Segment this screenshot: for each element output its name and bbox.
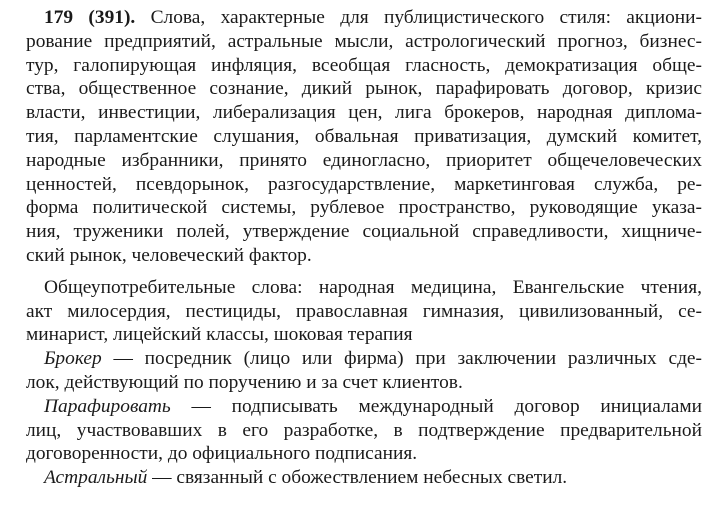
- text-line: тия, парламентские слушания, обвальная приватизация, думский комитет,: [26, 125, 702, 147]
- exercise-page: [26, 6, 702, 490]
- definition-astralny: [26, 466, 702, 490]
- definition-text: — связанный с обожествлением небесных светил.: [147, 467, 568, 489]
- exercise-paragraph: [26, 6, 702, 268]
- definition-term: Астральный: [44, 467, 148, 489]
- text-line: форма политической системы, рублевое пространство, руководящие указа-: [26, 197, 702, 219]
- definition-term: Парафировать: [44, 395, 171, 417]
- text-line: ства, общественное сознание, дикий рынок, парафировать договор, кризис: [26, 78, 702, 100]
- common-words-paragraph: [26, 276, 702, 347]
- text-line: [26, 466, 702, 490]
- definition-text: — подписывать международный договор инициалами: [170, 395, 702, 417]
- text-line: тур, галопирующая инфляция, всеобщая гласность, демократизация обще-: [26, 54, 702, 76]
- text-line: договоренности, до официального подписания.: [26, 443, 418, 465]
- text-line: рование предприятий, астральные мысли, астрологический прогноз, бизнес-: [26, 30, 702, 52]
- text-span: Слова, характерные для публицистического стиля: акциони-: [150, 7, 702, 28]
- text-line: Общеупотребительные слова: народная медицина, Евангельские чтения,: [44, 276, 702, 298]
- text-line: [26, 347, 702, 371]
- text-line: ценностей, псевдорынок, разгосударствление, маркетинговая служба, ре-: [26, 173, 702, 195]
- text-line: лок, действующий по поручению и за счет клиентов.: [26, 371, 463, 393]
- text-line: [26, 6, 702, 30]
- paragraph-gap: [26, 268, 702, 276]
- text-line: ния, труженики полей, утверждение социальной справедливости, хищниче-: [26, 221, 702, 243]
- text-line: [26, 395, 702, 419]
- text-line: ский рынок, человеческий фактор.: [26, 244, 312, 266]
- text-line: народные избранники, принято единогласно, приоритет общечеловеческих: [26, 149, 702, 171]
- text-line: лиц, участвовавших в его разработке, в подтверждение предварительной: [26, 419, 702, 441]
- text-line: акт милосердия, пестициды, православная гимназия, цивилизованный, се-: [26, 300, 702, 322]
- exercise-number: 179 (391).: [44, 7, 136, 28]
- definition-term: Брокер: [44, 348, 102, 370]
- definition-broker: [26, 347, 702, 395]
- text-line: минарист, лицейский классы, шоковая терапия: [26, 324, 413, 346]
- definition-parafirovat: [26, 395, 702, 466]
- text-line: власти, инвестиции, либерализация цен, лига брокеров, народная диплома-: [26, 102, 702, 124]
- definition-text: — посредник (лицо или фирма) при заключении различных сде-: [101, 348, 702, 370]
